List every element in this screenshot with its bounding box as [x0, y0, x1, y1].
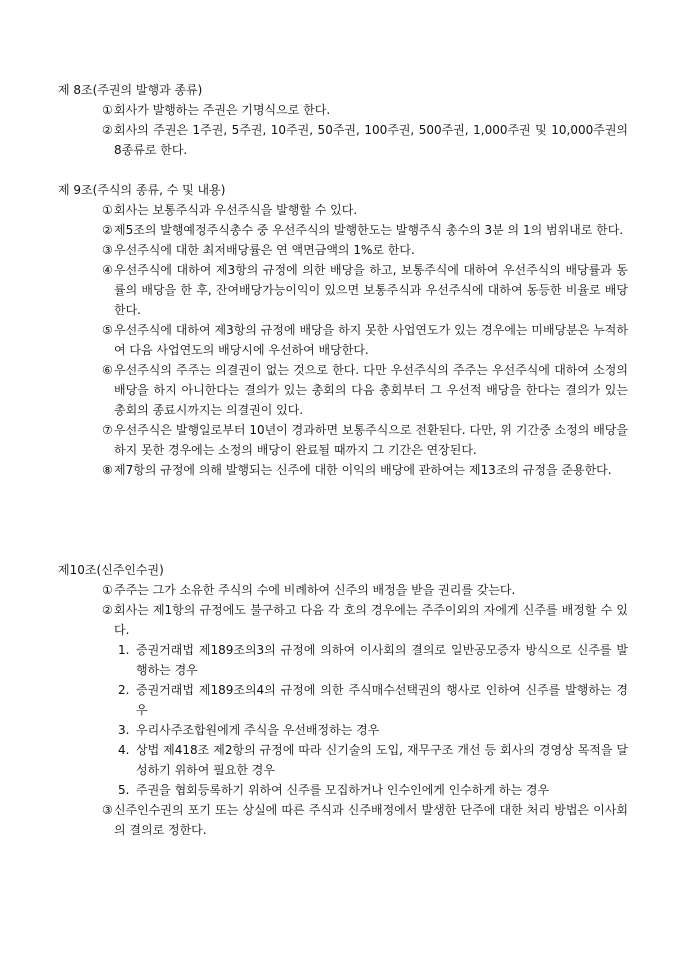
paragraph-text: 회사는 보통주식과 우선주식을 발행할 수 있다. — [114, 203, 358, 217]
paragraph — [58, 260, 628, 320]
list-item — [58, 780, 628, 800]
paragraph — [58, 460, 628, 480]
paragraph — [58, 580, 628, 600]
paragraph-text: 회사는 제1항의 규정에도 불구하고 다음 각 호의 경우에는 주주이외의 자에게 신주를 배정할 수 있다. — [114, 603, 628, 637]
paragraph-number: ② — [102, 123, 113, 137]
paragraph-text: 회사의 주권은 1주권, 5주권, 10주권, 50주권, 100주권, 500주권, 1,000주권 및 10,000주권의 8종류로 한다. — [114, 123, 628, 157]
paragraph-text: 주주는 그가 소유한 주식의 수에 비례하여 신주의 배정을 받을 권리를 갖는다. — [114, 583, 516, 597]
item-text: 주권을 협회등록하기 위하여 신주를 모집하거나 인수인에게 인수하게 하는 경우 — [136, 783, 550, 797]
paragraph-number: ⑤ — [102, 323, 113, 337]
article-title: 제 8조(주권의 발행과 종류) — [58, 83, 203, 97]
list-item — [58, 640, 628, 680]
paragraph — [58, 360, 628, 420]
paragraph-number: ③ — [102, 243, 113, 257]
paragraph — [58, 600, 628, 640]
paragraph-text: 우선주식에 대하여 제3항의 규정에 의한 배당을 하고, 보통주식에 대하여 우선주식의 배당률과 동률의 배당을 한 후, 잔여배당가능이익이 있으면 보통주식과 우선주식에 대하여 동등한 비율로 배당한다. — [114, 263, 628, 317]
paragraph-text: 우선주식에 대하여 제3항의 규정에 배당을 하지 못한 사업연도가 있는 경우에는 미배당분은 누적하여 다음 사업연도의 배당시에 우선하여 배당한다. — [114, 323, 628, 357]
item-text: 우리사주조합원에게 주식을 우선배정하는 경우 — [136, 723, 380, 737]
paragraph-number: ⑥ — [102, 363, 113, 377]
paragraph — [58, 100, 628, 120]
paragraph-number: ⑦ — [102, 423, 113, 437]
item-number: 1. — [118, 643, 130, 657]
item-text: 증권거래법 제189조의3의 규정에 의하여 이사회의 결의로 일반공모증자 방식으로 신주를 발행하는 경우 — [136, 643, 628, 677]
paragraph — [58, 420, 628, 460]
paragraph — [58, 220, 628, 240]
paragraph-text: 회사가 발행하는 주권은 기명식으로 한다. — [114, 103, 331, 117]
paragraph-number: ③ — [102, 803, 113, 817]
paragraph — [58, 200, 628, 220]
paragraph-number: ④ — [102, 263, 113, 277]
article-8 — [58, 80, 628, 160]
list-item — [58, 740, 628, 780]
paragraph — [58, 240, 628, 260]
paragraph-number: ① — [102, 203, 113, 217]
article-title: 제10조(신주인수권) — [58, 563, 164, 577]
paragraph-number: ② — [102, 603, 113, 617]
paragraph-text: 우선주식의 주주는 의결권이 없는 것으로 한다. 다만 우선주식의 주주는 우선주식에 대하여 소정의 배당을 하지 아니한다는 결의가 있는 총회의 다음 총회부터 그 우선적 배당을 한다는 결의가 있는 총회의 종료시까지는 의결권이 있다. — [114, 363, 628, 417]
paragraph-number: ① — [102, 103, 113, 117]
paragraph-text: 제7항의 규정에 의해 발행되는 신주에 대한 이익의 배당에 관하여는 제13조의 규정을 준용한다. — [114, 463, 612, 477]
paragraph-number: ① — [102, 583, 113, 597]
paragraph-text: 제5조의 발행예정주식총수 중 우선주식의 발행한도는 발행주식 총수의 3분 의 1의 범위내로 한다. — [114, 223, 624, 237]
paragraph-number: ⑧ — [102, 463, 113, 477]
item-text: 증권거래법 제189조의4의 규정에 의한 주식매수선택권의 행사로 인하여 신주를 발행하는 경우 — [136, 683, 628, 717]
paragraph-number: ② — [102, 223, 113, 237]
paragraph-text: 우선주식에 대한 최저배당률은 연 액면금액의 1%로 한다. — [114, 243, 415, 257]
paragraph — [58, 320, 628, 360]
article-10 — [58, 560, 628, 840]
list-item — [58, 720, 628, 740]
item-number: 5. — [118, 783, 130, 797]
item-number: 3. — [118, 723, 130, 737]
item-text: 상법 제418조 제2항의 규정에 따라 신기술의 도입, 재무구조 개선 등 회사의 경영상 목적을 달성하기 위하여 필요한 경우 — [136, 743, 628, 777]
list-item — [58, 680, 628, 720]
item-number: 4. — [118, 743, 130, 757]
item-number: 2. — [118, 683, 130, 697]
article-9 — [58, 180, 628, 480]
paragraph — [58, 800, 628, 840]
paragraph-text: 우선주식은 발행일로부터 10년이 경과하면 보통주식으로 전환된다. 다만, 위 기간중 소정의 배당을 하지 못한 경우에는 소정의 배당이 완료될 때까지 그 기간은 연장된다. — [114, 423, 628, 457]
paragraph — [58, 120, 628, 160]
article-title: 제 9조(주식의 종류, 수 및 내용) — [58, 183, 226, 197]
paragraph-text: 신주인수권의 포기 또는 상실에 따른 주식과 신주배정에서 발생한 단주에 대한 처리 방법은 이사회의 결의로 정한다. — [114, 803, 628, 837]
